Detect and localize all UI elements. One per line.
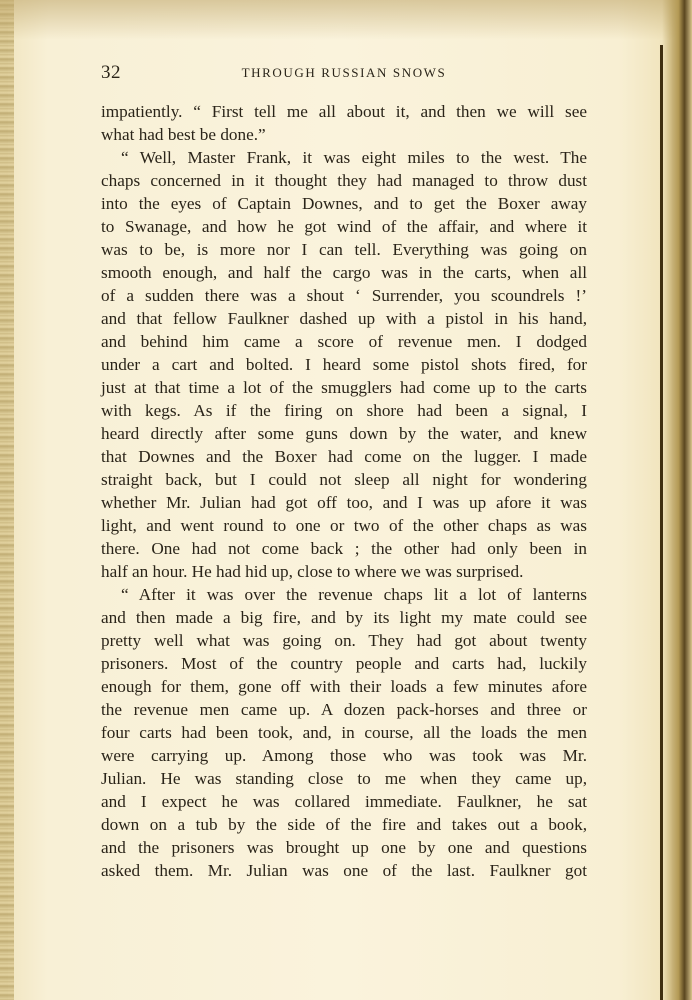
text-line: just at that time a lot of the smugglers had come up to the carts	[101, 378, 587, 397]
text-line: whether Mr. Julian had got off too, and I was up afore it was	[101, 493, 587, 512]
text-line: and then made a big fire, and by its light my mate could see	[101, 608, 587, 627]
text-line: and that fellow Faulkner dashed up with a pistol in his hand,	[101, 309, 587, 328]
text-line: and behind him came a score of revenue men. I dodged	[101, 332, 587, 351]
text-line: into the eyes of Captain Downes, and to get the Boxer away	[101, 194, 587, 213]
text-line: asked them. Mr. Julian was one of the last. Faulkner got	[101, 861, 587, 880]
text-line: light, and went round to one or two of the other chaps as was	[101, 516, 587, 535]
text-line: with kegs. As if the firing on shore had been a signal, I	[101, 401, 587, 420]
running-title: THROUGH RUSSIAN SNOWS	[241, 65, 447, 80]
text-line: what had best be done.”	[101, 125, 266, 144]
text-line: down on a tub by the side of the fire and takes out a book,	[101, 815, 587, 834]
text-line: half an hour. He had hid up, close to where we was surprised.	[101, 562, 524, 581]
text-line: “ Well, Master Frank, it was eight miles to the west. The	[121, 148, 587, 167]
text-line: enough for them, gone off with their loads a few minutes afore	[101, 677, 587, 696]
text-line: pretty well what was going on. They had got about twenty	[101, 631, 587, 650]
text-line: smooth enough, and half the cargo was in the carts, when all	[101, 263, 587, 282]
text-line: to Swanage, and how he got wind of the affair, and where it	[101, 217, 587, 236]
text-line: and the prisoners was brought up one by one and questions	[101, 838, 587, 857]
text-line: chaps concerned in it thought they had managed to throw dust	[101, 171, 587, 190]
book-gutter-edge	[0, 0, 14, 1000]
text-line: were carrying up. Among those who was took was Mr.	[101, 746, 587, 765]
text-line: under a cart and bolted. I heard some pistol shots fired, for	[101, 355, 587, 374]
text-line: four carts had been took, and, in course, all the loads the men	[101, 723, 587, 742]
text-line: Julian. He was standing close to me when they came up,	[101, 769, 587, 788]
text-line: of a sudden there was a shout ‘ Surrender, you scoundrels !’	[101, 286, 587, 305]
right-edge-line	[660, 45, 663, 1000]
top-scan-shadow	[0, 0, 692, 40]
text-line: “ After it was over the revenue chaps lit a lot of lanterns	[121, 585, 587, 604]
text-line: heard directly after some guns down by the water, and knew	[101, 424, 587, 443]
page-number: 32	[101, 62, 121, 83]
body-text	[101, 100, 587, 882]
text-line: there. One had not come back ; the other had only been in	[101, 539, 587, 558]
text-line: prisoners. Most of the country people and carts had, luckily	[101, 654, 587, 673]
page-header	[101, 62, 587, 86]
text-line: the revenue men came up. A dozen pack-horses and three or	[101, 700, 587, 719]
right-page-edge	[662, 0, 692, 1000]
text-line: was to be, is more nor I can tell. Everything was going on	[101, 240, 587, 259]
text-line: that Downes and the Boxer had come on the lugger. I made	[101, 447, 587, 466]
text-line: impatiently. “ First tell me all about it, and then we will see	[101, 102, 587, 121]
text-line: and I expect he was collared immediate. Faulkner, he sat	[101, 792, 587, 811]
text-line: straight back, but I could not sleep all night for wondering	[101, 470, 587, 489]
